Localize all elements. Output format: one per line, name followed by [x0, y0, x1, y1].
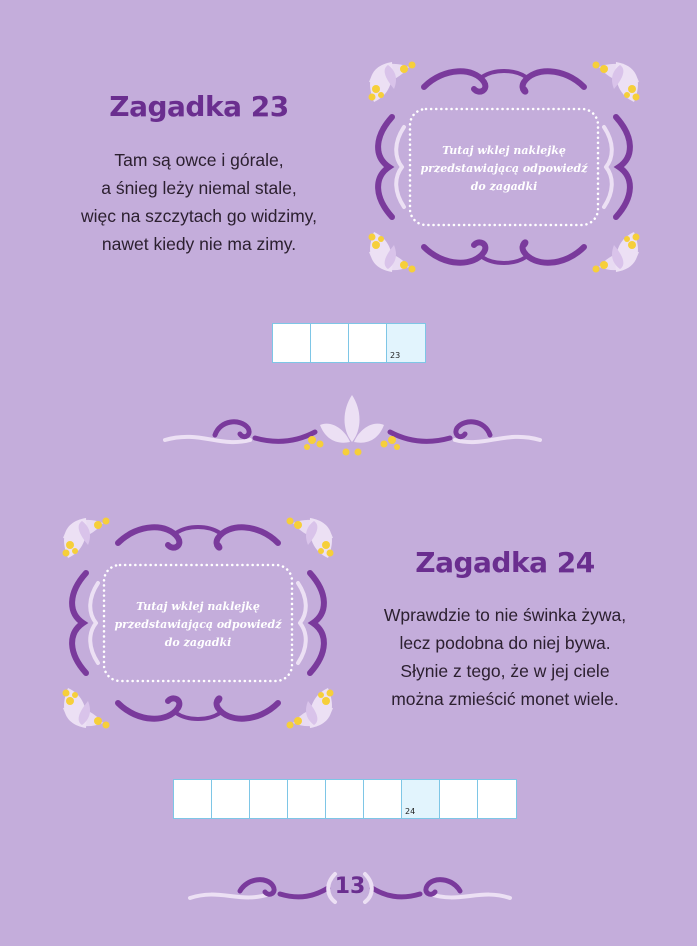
divider-ornament [160, 390, 545, 465]
sticker-24-line-3: do zagadki [164, 636, 232, 649]
floral-divider-icon [160, 390, 545, 460]
riddle-24-line-4: można zmieścić monet wiele. [391, 689, 619, 709]
sticker-23-line-3: do zagadki [470, 180, 538, 193]
page-number: 13 [334, 874, 366, 899]
riddle-23-line-1: Tam są owce i górale, [114, 150, 284, 170]
riddle-24-line-1: Wprawdzie to nie świnka żywa, [383, 605, 627, 625]
sticker-23-line-2: przedstawiającą odpowiedź [420, 162, 588, 175]
answer-cell[interactable] [326, 780, 364, 818]
sticker-23-line-1: Tutaj wklej naklejkę [442, 144, 566, 157]
riddle-23-text [60, 146, 338, 258]
riddle-23-title: Zagadka 23 [109, 90, 289, 123]
sticker-frame-24[interactable] [58, 513, 338, 733]
riddle-23-line-3: więc na szczytach go widzimy, [80, 206, 317, 226]
answer-cell[interactable] [288, 780, 326, 818]
riddle-24-line-2: lecz podobna do niej bywa. [399, 633, 611, 653]
riddle-24-title: Zagadka 24 [415, 546, 595, 579]
answer-cell[interactable] [364, 780, 402, 818]
answer-cell[interactable] [212, 780, 250, 818]
answer-cell[interactable] [440, 780, 478, 818]
answer-cell[interactable] [402, 780, 440, 818]
answer-cell[interactable] [250, 780, 288, 818]
answer-cell[interactable] [478, 780, 516, 818]
riddle-23-line-4: nawet kiedy nie ma zimy. [101, 234, 297, 254]
answer-cell[interactable] [349, 324, 387, 362]
sticker-24-line-2: przedstawiającą odpowiedź [114, 618, 282, 631]
answer-cell-number: 23 [390, 351, 401, 360]
sticker-placeholder-text-24 [104, 598, 292, 652]
answer-grid-23[interactable] [272, 323, 426, 363]
answer-cell[interactable] [273, 324, 311, 362]
riddle-24-text [370, 601, 640, 713]
sticker-frame-23[interactable] [364, 57, 644, 277]
answer-cell[interactable] [311, 324, 349, 362]
sticker-24-line-1: Tutaj wklej naklejkę [136, 600, 260, 613]
sticker-placeholder-text-23 [410, 142, 598, 196]
answer-grid-24[interactable] [173, 779, 517, 819]
riddle-24-line-3: Słynie z tego, że w jej ciele [400, 661, 610, 681]
answer-cell[interactable] [174, 780, 212, 818]
answer-cell[interactable] [387, 324, 425, 362]
riddle-23-line-2: a śnieg leży niemal stale, [101, 178, 297, 198]
answer-cell-number: 24 [405, 807, 416, 816]
